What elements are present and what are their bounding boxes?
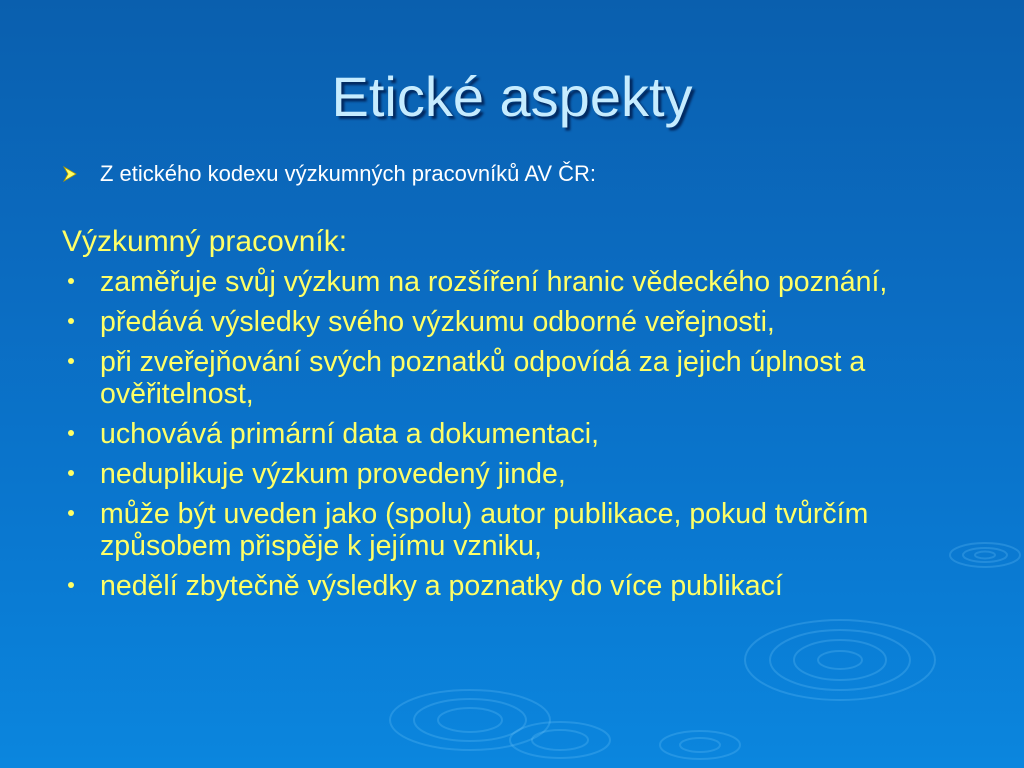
list-item xyxy=(62,418,962,450)
bullet-dot-icon xyxy=(68,278,74,284)
bullet-dot-icon xyxy=(68,430,74,436)
bullet-dot-icon xyxy=(68,358,74,364)
list-item-text: uchovává primární data a dokumentaci, xyxy=(100,418,600,450)
list-item xyxy=(62,570,962,602)
list-item xyxy=(62,306,962,338)
arrow-bullet-icon xyxy=(63,166,77,182)
list-item xyxy=(62,458,962,490)
list-item-text: předává výsledky svého výzkumu odborné veřejnosti, xyxy=(100,306,775,338)
intro-text: Z etického kodexu výzkumných pracovníků AV ČR: xyxy=(100,161,597,186)
section-heading: Výzkumný pracovník: xyxy=(62,225,348,258)
bullet-dot-icon xyxy=(68,470,74,476)
list-item xyxy=(62,266,962,298)
list-item-text: zaměřuje svůj výzkum na rozšíření hranic vědeckého poznání, xyxy=(100,266,888,298)
slide-title: Etické aspekty xyxy=(331,65,693,128)
list-item-text: neduplikuje výzkum provedený jinde, xyxy=(100,458,566,490)
list-item xyxy=(62,346,962,410)
bullet-dot-icon xyxy=(68,510,74,516)
list-item-text: může být uveden jako (spolu) autor publikace, pokud tvůrčím způsobem přispěje k jejímu vzniku, xyxy=(100,498,869,562)
list-item-text: při zveřejňování svých poznatků odpovídá za jejich úplnost a ověřitelnost, xyxy=(100,346,866,410)
list-item-text: nedělí zbytečně výsledky a poznatky do více publikací xyxy=(100,570,783,602)
bullet-dot-icon xyxy=(68,582,74,588)
bullet-list xyxy=(62,266,962,610)
intro-line xyxy=(60,158,960,192)
list-item xyxy=(62,498,962,562)
bullet-dot-icon xyxy=(68,318,74,324)
